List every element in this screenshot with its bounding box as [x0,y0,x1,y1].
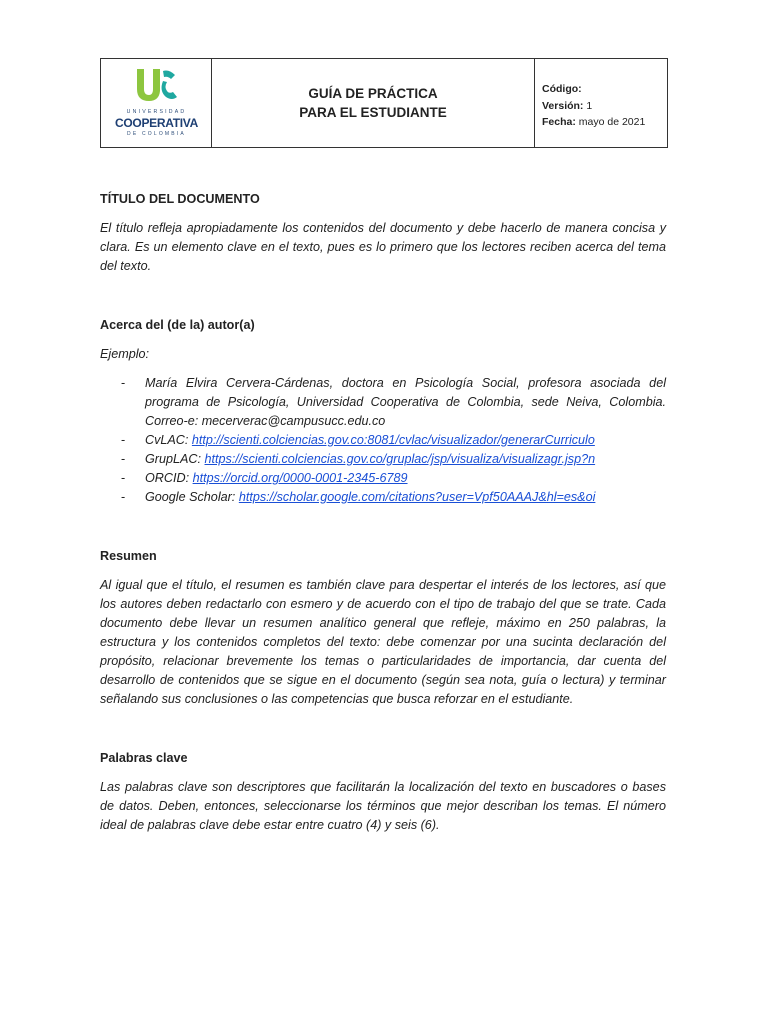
version-label: Versión: [542,99,584,112]
logo-text-de-colombia: DE COLOMBIA [127,131,186,137]
autor-heading: Acerca del (de la) autor(a) [100,318,255,332]
document-body [100,190,666,835]
gruplac-label: GrupLAC: [145,452,201,466]
list-item [100,431,666,450]
titulo-paragraph: El título refleja apropiadamente los contenidos del documento y debe hacerlo de manera concisa y clara. Es un elemento clave en el texto, pues es lo primero que los lectores reciben acerca del tema del texto. [100,221,666,273]
fecha-row [542,114,667,131]
header-title-line2: PARA EL ESTUDIANTE [299,105,447,120]
logo-text-universidad: UNIVERSIDAD [126,109,187,115]
logo-cell [101,59,212,147]
header-title-cell [212,59,535,147]
list-item [100,469,666,488]
university-logo-icon [133,67,179,107]
logo-text-cooperativa: COOPERATIVA [115,116,198,130]
header-title-line1: GUÍA DE PRÁCTICA [308,86,438,101]
list-item [100,374,666,431]
palabras-clave-paragraph: Las palabras clave son descriptores que facilitarán la localización del texto en buscadores o bases de datos. Deben, entonces, seleccionarse los términos que mejor describan los temas. El número ideal de palabras clave debe estar entre cuatro (4) y seis (6). [100,780,666,832]
autor-list [100,374,666,507]
fecha-label: Fecha: [542,116,576,128]
version-value: 1 [586,99,593,112]
resumen-heading: Resumen [100,549,157,563]
header-meta-cell [535,59,667,147]
titulo-heading: TÍTULO DEL DOCUMENTO [100,192,260,206]
orcid-link[interactable]: https://orcid.org/0000-0001-2345-6789 [192,471,408,485]
palabras-clave-heading: Palabras clave [100,751,188,765]
list-item [100,488,666,507]
cvlac-label: CvLAC: [145,433,189,447]
fecha-value: mayo de 2021 [578,116,646,128]
document-header-table [100,58,668,148]
codigo-row [542,81,667,98]
cvlac-link[interactable]: http://scienti.colciencias.gov.co:8081/cvlac/visualizador/generarCurriculo [191,433,595,447]
google-scholar-label: Google Scholar: [145,490,236,504]
version-row [542,98,667,115]
orcid-label: ORCID: [145,471,190,485]
codigo-label: Código: [542,83,582,95]
autor-bio: María Elvira Cervera-Cárdenas, doctora en Psicología Social, profesora asociada del programa de Psicología, Universidad Cooperativa de Colombia, sede Neiva, Colombia. Correo-e: mecerverac@campusucc.edu.co [145,376,666,428]
gruplac-link[interactable]: https://scienti.colciencias.gov.co/gruplac/jsp/visualiza/visualizagr.jsp?n [204,452,596,466]
autor-example-label: Ejemplo: [100,347,149,361]
google-scholar-link[interactable]: https://scholar.google.com/citations?user=Vpf50AAAJ&hl=es&oi [238,490,596,504]
list-item [100,450,666,469]
resumen-paragraph: Al igual que el título, el resumen es también clave para despertar el interés de los lectores, así que los autores deben redactarlo con esmero y de acuerdo con el tipo de trabajo del que se trate. Cada documento debe llevar un resumen analítico general que refleje, máximo en 250 palabras, la estructura y los contenidos completos del texto: debe comenzar por una sucinta declaración del propósito, relacionar brevemente los temas o particularidades de importancia, dar cuenta del desarrollo de contenidos que se sigue en el documento (según sea nota, guía o lectura) y terminar señalando sus conclusiones o las competencias que busca reforzar en el estudiante. [100,578,666,706]
